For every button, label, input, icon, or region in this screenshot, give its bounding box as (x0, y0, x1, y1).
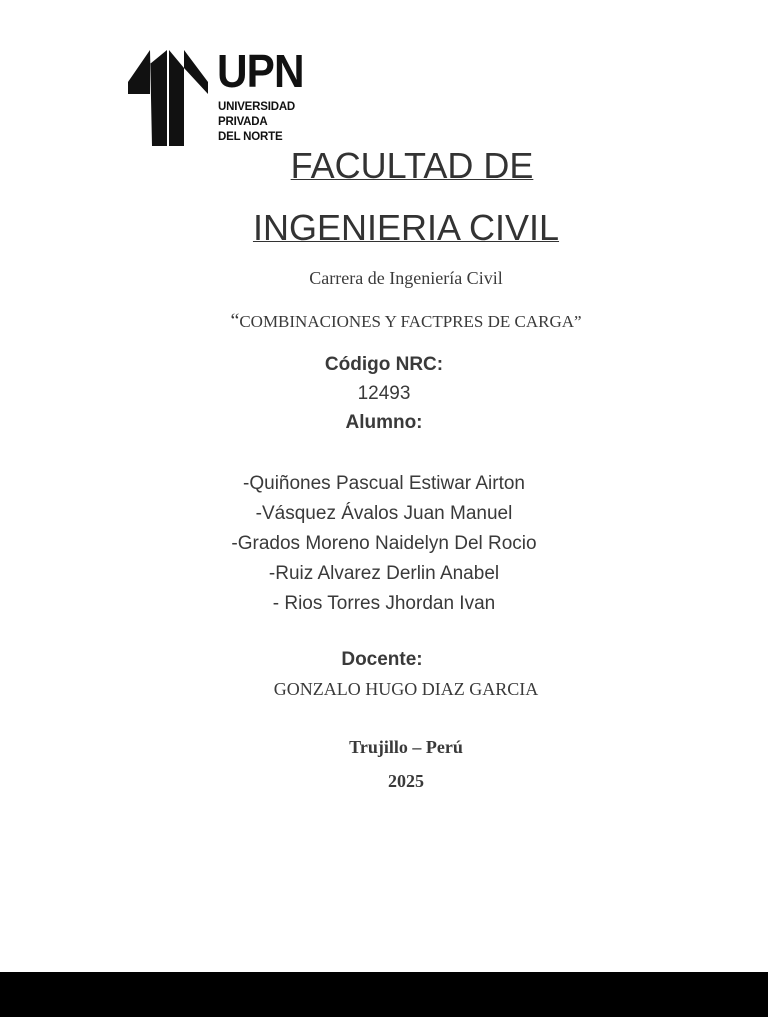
year: 2025 (388, 771, 424, 791)
faculty-title-line-2: INGENIERIA CIVIL (252, 207, 560, 248)
student-name: -Quiñones Pascual Estiwar Airton (243, 473, 525, 494)
logo-line-2: PRIVADA (218, 116, 268, 128)
teacher-label: Docente: (341, 649, 423, 670)
nrc-value: 12493 (357, 383, 411, 404)
student-name: -Vásquez Ávalos Juan Manuel (255, 503, 513, 524)
footer-bar (0, 972, 768, 1017)
career-name: Carrera de Ingeniería Civil (309, 268, 503, 288)
upn-arrow-logo-icon (128, 50, 208, 146)
topic-title (22, 310, 768, 333)
city-country: Trujillo – Perú (349, 737, 463, 757)
student-name: - Rios Torres Jhordan Ivan (272, 593, 496, 614)
logo-line-3: DEL NORTE (218, 131, 283, 143)
topic-text: COMBINACIONES Y FACTPRES DE CARGA” (239, 312, 582, 331)
student-name: -Ruiz Alvarez Derlin Anabel (268, 563, 500, 584)
student-label: Alumno: (345, 412, 423, 433)
logo-line-1: UNIVERSIDAD (218, 101, 296, 113)
nrc-label: Código NRC: (324, 354, 444, 375)
teacher-name: GONZALO HUGO DIAZ GARCIA (273, 679, 539, 699)
upn-logo (128, 45, 308, 148)
logo-brand-text: UPN (217, 45, 304, 97)
student-name: -Grados Moreno Naidelyn Del Rocio (231, 533, 537, 554)
student-list (0, 469, 768, 619)
topic-open-quote: “ (230, 310, 240, 332)
faculty-title-line-1: FACULTAD DE (290, 145, 534, 186)
